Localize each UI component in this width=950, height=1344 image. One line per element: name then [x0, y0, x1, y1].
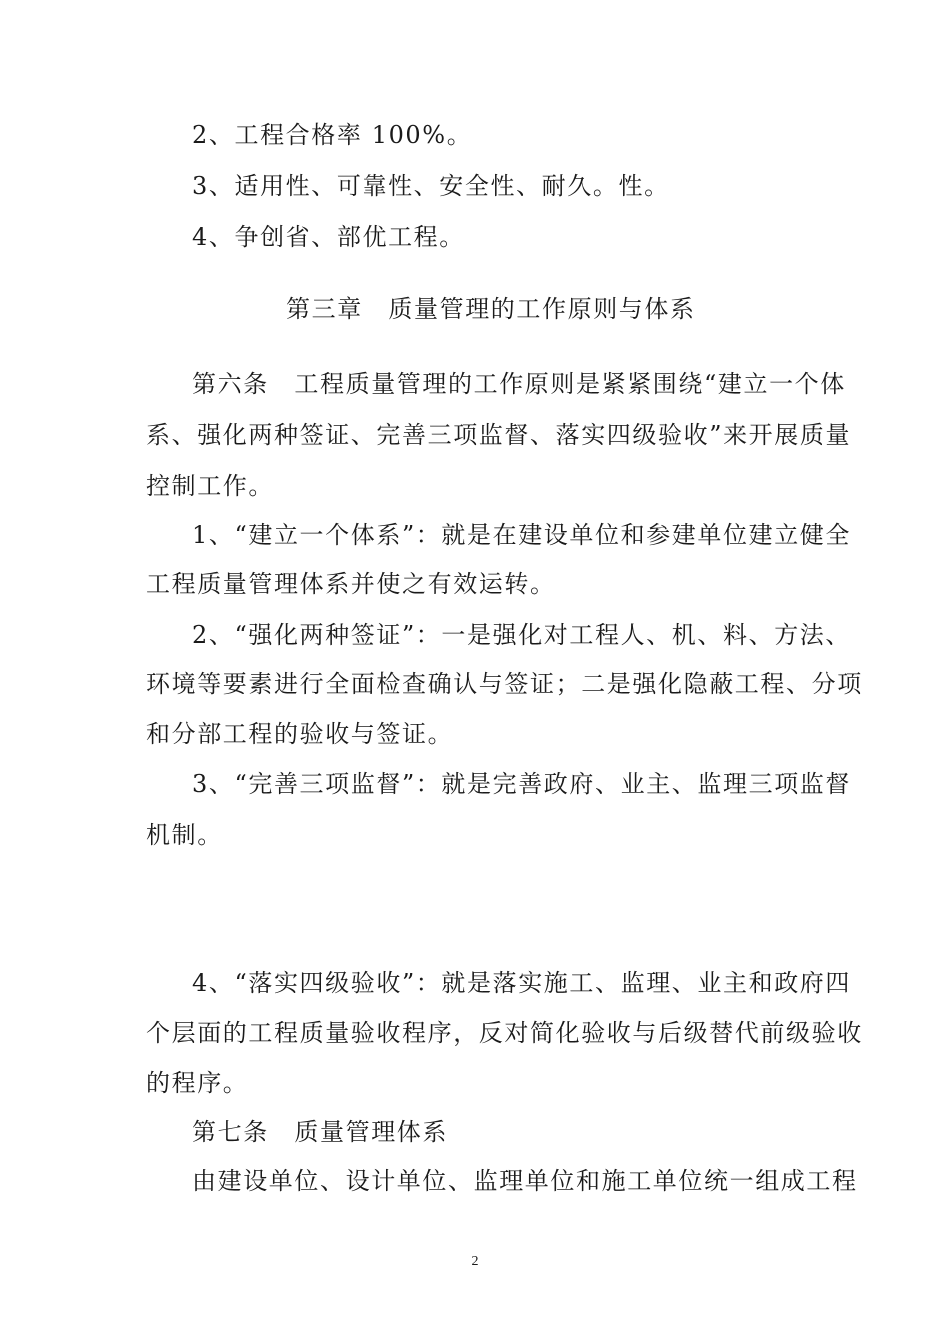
- list-item-qualification-rate: 2、工程合格率 100%。: [192, 121, 473, 149]
- item-two-line-2: 环境等要素进行全面检查确认与签证；二是强化隐蔽工程、分项: [146, 670, 863, 698]
- page-number: 2: [471, 1254, 479, 1269]
- item-three-line-1: 3、“完善三项监督”：就是完善政府、业主、监理三项监督: [192, 770, 852, 798]
- item-one-line-2: 工程质量管理体系并使之有效运转。: [146, 570, 556, 598]
- item-four-line-1: 4、“落实四级验收”：就是落实施工、监理、业主和政府四: [192, 969, 852, 997]
- item-two-line-1: 2、“强化两种签证”：一是强化对工程人、机、料、方法、: [192, 621, 852, 649]
- item-one-line-1: 1、“建立一个体系”：就是在建设单位和参建单位建立健全: [192, 521, 852, 549]
- article-six-line-3: 控制工作。: [146, 472, 274, 500]
- list-item-excellence: 4、争创省、部优工程。: [192, 223, 465, 251]
- item-four-line-2: 个层面的工程质量验收程序，反对简化验收与后级替代前级验收: [146, 1019, 863, 1047]
- item-three-line-2: 机制。: [146, 821, 223, 849]
- item-two-line-3: 和分部工程的验收与签证。: [146, 720, 454, 748]
- article-six-line-2: 系、强化两种签证、完善三项监督、落实四级验收”来开展质量: [146, 421, 852, 449]
- item-four-line-3: 的程序。: [146, 1069, 249, 1097]
- chapter-heading: 第三章 质量管理的工作原则与体系: [286, 295, 696, 323]
- article-seven-heading: 第七条 质量管理体系: [192, 1118, 448, 1146]
- article-six-line-1: 第六条 工程质量管理的工作原则是紧紧围绕“建立一个体: [192, 370, 846, 398]
- list-item-durability: 3、适用性、可靠性、安全性、耐久。性。: [192, 172, 670, 200]
- article-seven-line-1: 由建设单位、设计单位、监理单位和施工单位统一组成工程: [192, 1167, 858, 1195]
